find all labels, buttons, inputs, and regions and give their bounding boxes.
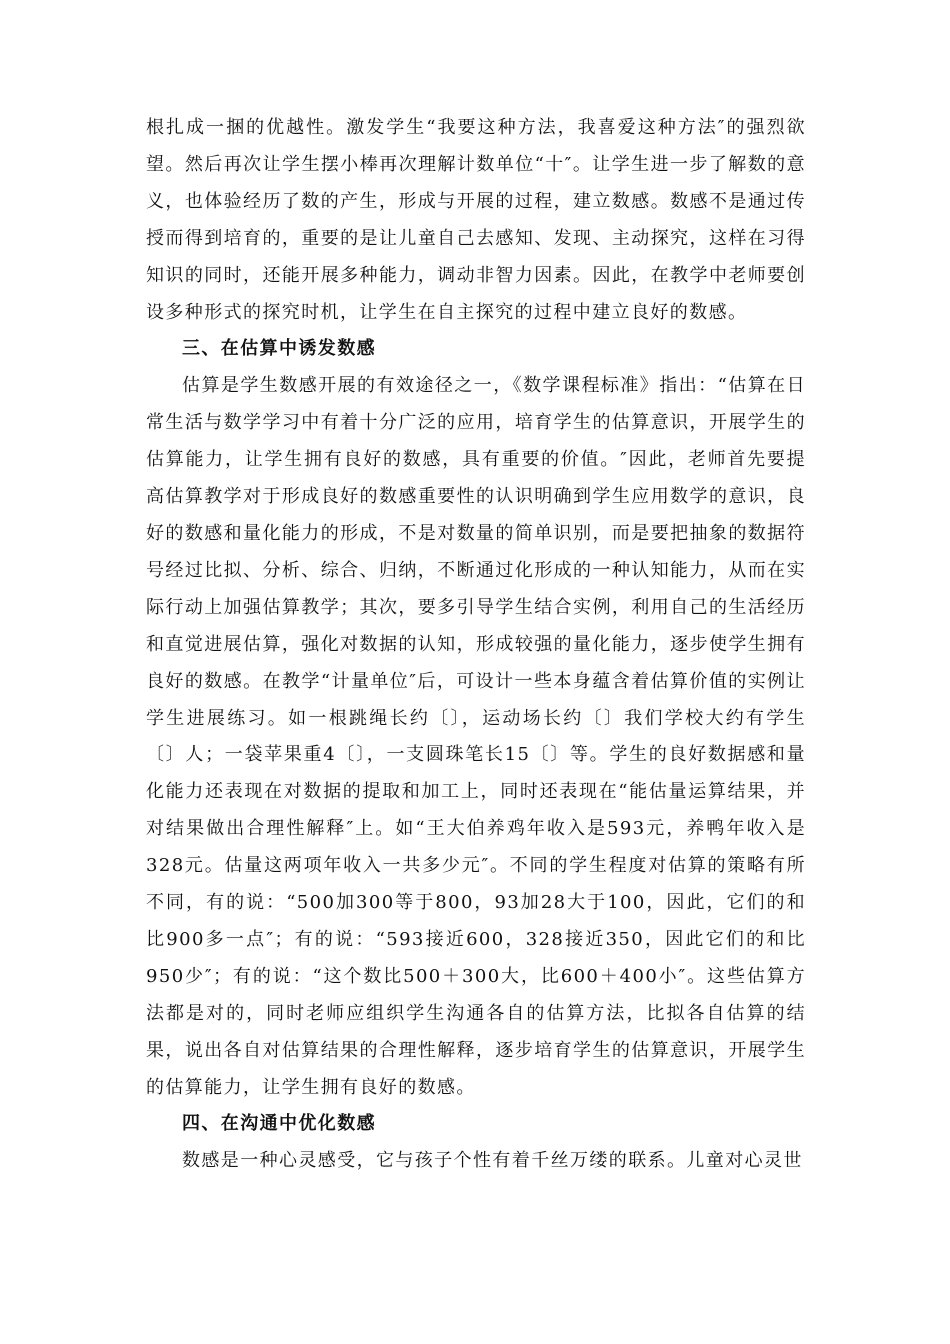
document-body	[146, 110, 806, 1180]
section-heading-3: 三、在估算中诱发数感	[182, 338, 376, 360]
section-heading-4: 四、在沟通中优化数感	[182, 1113, 376, 1135]
paragraph-continued: 根扎成一捆的优越性。激发学生“我要这种方法，我喜爱这种方法″的强烈欲望。然后再次让学生摆小棒再次理解计数单位“十″。让学生进一步了解数的意义，也体验经历了数的产生，形成与开展的过程，建立数感。数感不是通过传授而得到培育的，重要的是让儿童自己去感知、发现、主动探究，这样在习得知识的同时，还能开展多种能力，调动非智力因素。因此，在教学中老师要创设多种形式的探究时机，让学生在自主探究的过程中建立良好的数感。	[146, 117, 806, 323]
paragraph-estimation: 估算是学生数感开展的有效途径之一，《数学课程标准》指出：“估算在日常生活与数学学习中有着十分广泛的应用，培育学生的估算意识，开展学生的估算能力，让学生拥有良好的数感，具有重要的价值。″因此，老师首先要提高估算教学对于形成良好的数感重要性的认识明确到学生应用数学的意识，良好的数感和量化能力的形成，不是对数量的简单识别，而是要把抽象的数据符号经过比拟、分析、综合、归纳，不断通过化形成的一种认知能力，从而在实际行动上加强估算教学；其次，要多引导学生结合实例，利用自己的生活经历和直觉进展估算，强化对数据的认知，形成较强的量化能力，逐步使学生拥有良好的数感。在教学“计量单位″后，可设计一些本身蕴含着估算价值的实例让学生进展练习。如一根跳绳长约〔〕，运动场长约〔〕我们学校大约有学生〔〕人；一袋苹果重4〔〕，一支圆珠笔长15〔〕等。学生的良好数据感和量化能力还表现在对数据的提取和加工上，同时还表现在“能估量运算结果，并对结果做出合理性解释″上。如“王大伯养鸡年收入是593元，养鸭年收入是328元。估量这两项年收入一共多少元″。不同的学生程度对估算的策略有所不同，有的说：“500加300等于800，93加28大于100，因此，它们的和比900多一点″；有的说：“593接近600，328接近350，因此它们的和比950少″；有的说：“这个数比500＋300大，比600＋400小″。这些估算方法都是对的，同时老师应组织学生沟通各自的估算方法，比拟各自估算的结果，说出各自对估算结果的合理性解释，逐步培育学生的估算意识，开展学生的估算能力，让学生拥有良好的数感。	[146, 375, 806, 1098]
paragraph-communication: 数感是一种心灵感受，它与孩子个性有着千丝万缕的联系。儿童对心灵世	[182, 1150, 803, 1172]
